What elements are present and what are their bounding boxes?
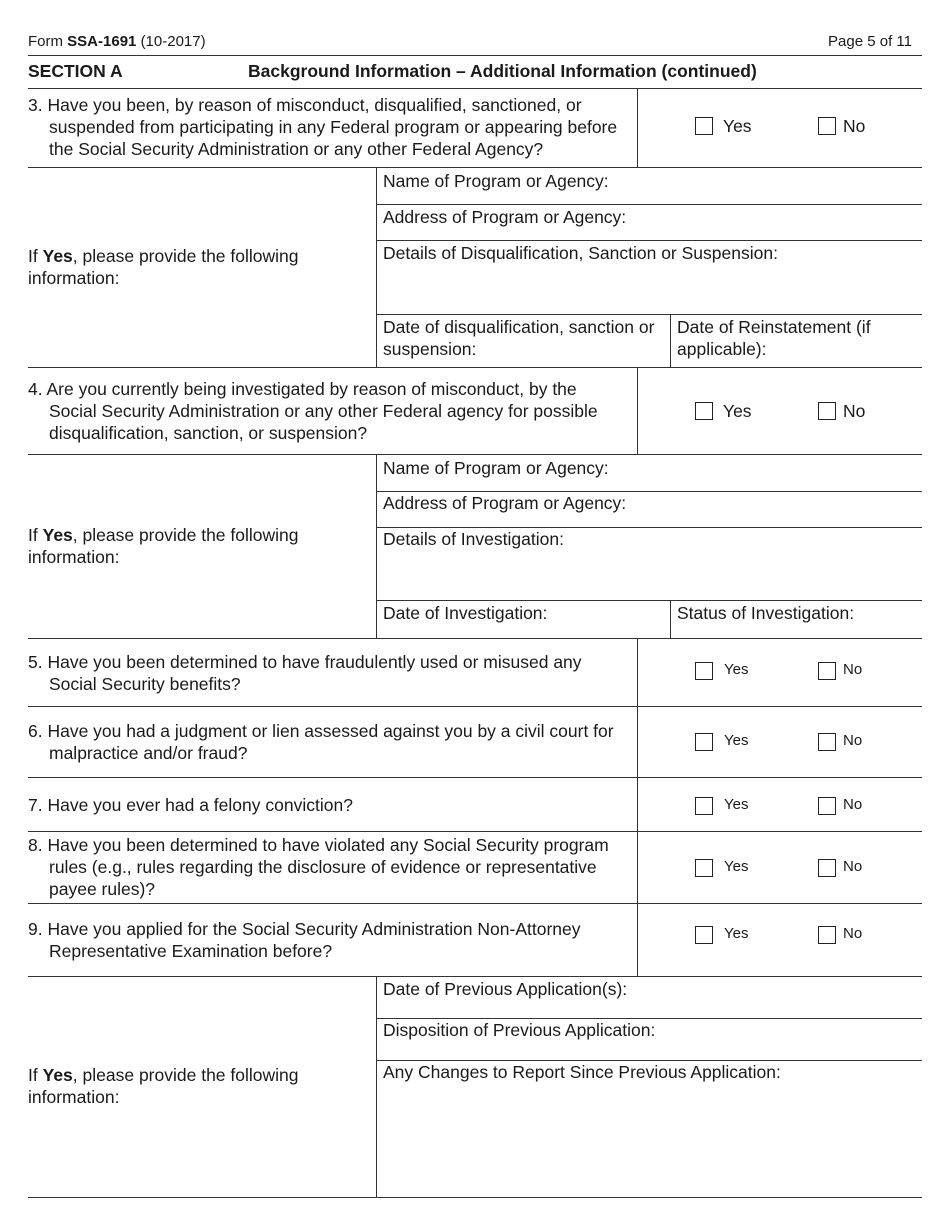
page-number: Page 5 of 11	[828, 33, 912, 50]
q4-yes-label: Yes	[723, 401, 752, 421]
question-7	[28, 794, 628, 816]
q9-yes-checkbox[interactable]	[695, 926, 713, 944]
divider	[28, 976, 922, 977]
q5-yes-label: Yes	[724, 661, 749, 678]
question-8-text: 8. Have you been determined to have violated any Social Security program rules (e.g., rules regarding the disclosure of evidence or representative payee rules)?	[28, 835, 609, 899]
divider	[670, 314, 671, 367]
divider	[637, 706, 638, 777]
q3-no-checkbox[interactable]	[818, 117, 836, 135]
q9-disposition-field[interactable]: Disposition of Previous Application:	[383, 1020, 656, 1040]
divider	[376, 240, 922, 241]
question-4	[28, 378, 628, 444]
q7-yes-checkbox[interactable]	[695, 797, 713, 815]
q8-yes-checkbox[interactable]	[695, 859, 713, 877]
q8-no-label: No	[843, 858, 863, 875]
divider	[376, 976, 377, 1198]
if-yes-prefix: If	[28, 1065, 38, 1085]
if-yes-suffix: , please provide the following information:	[28, 246, 299, 288]
q3-no-label: No	[843, 116, 866, 136]
divider	[28, 88, 922, 89]
q6-no-label: No	[843, 732, 863, 749]
q7-yes-label: Yes	[724, 796, 749, 813]
divider	[28, 903, 922, 904]
q3-details-field[interactable]: Details of Disqualification, Sanction or Suspension:	[383, 243, 778, 263]
divider	[28, 167, 922, 168]
divider	[637, 831, 638, 903]
q6-no-checkbox[interactable]	[818, 733, 836, 751]
form-id	[28, 33, 206, 51]
q4-address-field[interactable]: Address of Program or Agency:	[383, 493, 627, 513]
q6-yes-label: Yes	[724, 732, 749, 749]
q4-no-checkbox[interactable]	[818, 402, 836, 420]
divider	[376, 600, 922, 601]
q9-no-checkbox[interactable]	[818, 926, 836, 944]
divider	[28, 777, 922, 778]
question-3	[28, 94, 628, 160]
question-9	[28, 918, 628, 962]
q7-no-checkbox[interactable]	[818, 797, 836, 815]
q3-yes-label: Yes	[723, 116, 752, 136]
q4-if-yes	[28, 524, 348, 568]
q4-status-field[interactable]: Status of Investigation:	[677, 603, 855, 623]
q4-no-label: No	[843, 401, 866, 421]
question-7-text: 7. Have you ever had a felony conviction?	[28, 795, 353, 815]
if-yes-prefix: If	[28, 525, 38, 545]
question-6-text: 6. Have you had a judgment or lien assessed against you by a civil court for malpractice and/or fraud?	[28, 721, 614, 763]
divider	[376, 167, 377, 367]
form-date: (10-2017)	[140, 33, 206, 50]
if-yes-suffix: , please provide the following information:	[28, 525, 299, 567]
divider	[637, 777, 638, 831]
question-5	[28, 651, 628, 695]
divider	[376, 454, 377, 638]
question-3-text: 3. Have you been, by reason of misconduct, disqualified, sanctioned, or suspended from participating in any Federal program or appearing before the Social Security Administration or any other Federal Agency?	[28, 95, 618, 159]
divider	[28, 638, 922, 639]
q4-name-field[interactable]: Name of Program or Agency:	[383, 458, 609, 478]
question-6	[28, 720, 628, 764]
divider	[637, 638, 638, 706]
divider	[28, 831, 922, 832]
q5-no-checkbox[interactable]	[818, 662, 836, 680]
q7-no-label: No	[843, 796, 863, 813]
divider	[28, 1197, 922, 1198]
q6-yes-checkbox[interactable]	[695, 733, 713, 751]
divider	[670, 600, 671, 638]
form-number: SSA-1691	[67, 33, 137, 50]
q3-reinstatement-field[interactable]: Date of Reinstatement (if applicable):	[677, 317, 871, 359]
q8-no-checkbox[interactable]	[818, 859, 836, 877]
q4-details-field[interactable]: Details of Investigation:	[383, 529, 564, 549]
q3-date-field[interactable]: Date of disqualification, sanction or suspension:	[383, 317, 655, 359]
if-yes-bold: Yes	[42, 246, 73, 266]
question-4-text: 4. Are you currently being investigated by reason of misconduct, by the Social Security Administration or any other Federal agency for possible disqualification, sanction, or suspension?	[28, 379, 598, 443]
if-yes-prefix: If	[28, 246, 38, 266]
q5-no-label: No	[843, 661, 863, 678]
divider	[376, 314, 922, 315]
divider	[637, 903, 638, 976]
q9-date-field[interactable]: Date of Previous Application(s):	[383, 979, 628, 999]
divider	[637, 88, 638, 167]
divider	[28, 55, 922, 56]
divider	[376, 204, 922, 205]
form-prefix: Form	[28, 33, 63, 50]
divider	[28, 454, 922, 455]
divider	[28, 367, 922, 368]
if-yes-bold: Yes	[42, 525, 73, 545]
q4-date-field[interactable]: Date of Investigation:	[383, 603, 548, 623]
q9-changes-field[interactable]: Any Changes to Report Since Previous Application:	[383, 1062, 781, 1082]
if-yes-suffix: , please provide the following information:	[28, 1065, 299, 1107]
divider	[28, 706, 922, 707]
q3-yes-checkbox[interactable]	[695, 117, 713, 135]
if-yes-bold: Yes	[42, 1065, 73, 1085]
q3-if-yes	[28, 245, 348, 289]
question-8	[28, 834, 628, 900]
q3-address-field[interactable]: Address of Program or Agency:	[383, 207, 627, 227]
q8-yes-label: Yes	[724, 858, 749, 875]
divider	[637, 367, 638, 454]
q9-yes-label: Yes	[724, 925, 749, 942]
question-5-text: 5. Have you been determined to have fraudulently used or misused any Social Security benefits?	[28, 652, 582, 694]
section-title: Background Information – Additional Information (continued)	[248, 61, 757, 81]
q3-name-field[interactable]: Name of Program or Agency:	[383, 171, 609, 191]
q9-if-yes	[28, 1064, 348, 1108]
question-9-text: 9. Have you applied for the Social Security Administration Non-Attorney Representative Examination before?	[28, 919, 581, 961]
section-label: SECTION A	[28, 61, 123, 81]
q4-yes-checkbox[interactable]	[695, 402, 713, 420]
q5-yes-checkbox[interactable]	[695, 662, 713, 680]
q9-no-label: No	[843, 925, 863, 942]
